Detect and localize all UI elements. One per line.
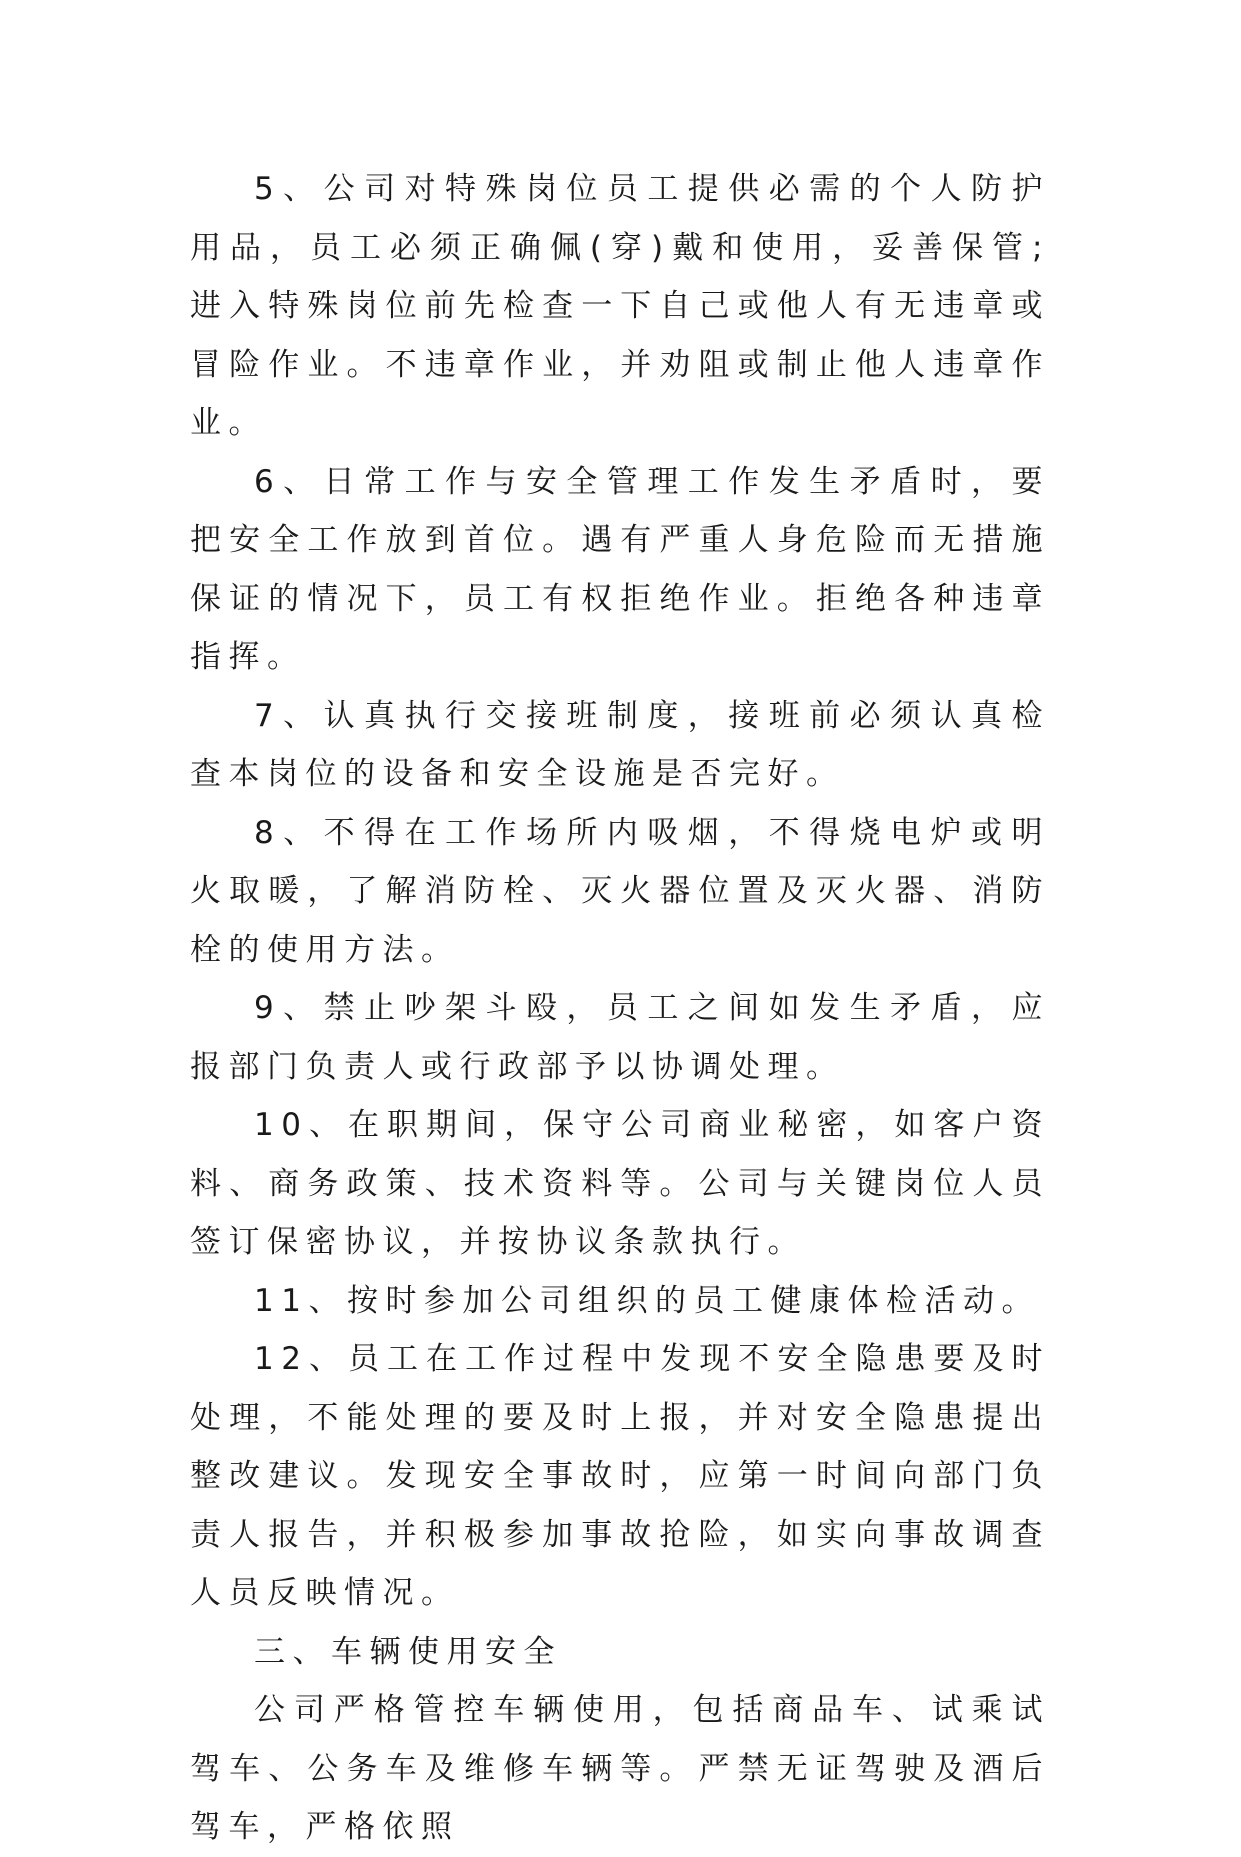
document-body (190, 160, 1050, 1857)
rule-item-7: 7、认真执行交接班制度，接班前必须认真检查本岗位的设备和安全设施是否完好。 (190, 697, 1050, 792)
section-paragraph: 公司严格管控车辆使用，包括商品车、试乘试驾车、公务车及维修车辆等。严禁无证驾驶及酒后驾车，严格依照 (190, 1692, 1050, 1845)
rule-item-8: 8、不得在工作场所内吸烟，不得烧电炉或明火取暖，了解消防栓、灭火器位置及灭火器、消防栓的使用方法。 (190, 814, 1050, 968)
rule-item-10: 10、在职期间，保守公司商业秘密，如客户资料、商务政策、技术资料等。公司与关键岗位人员签订保密协议，并按协议条款执行。 (190, 1107, 1050, 1260)
rule-item-9: 9、禁止吵架斗殴，员工之间如发生矛盾，应报部门负责人或行政部予以协调处理。 (190, 990, 1050, 1085)
section-heading: 三、车辆使用安全 (254, 1633, 562, 1670)
rule-item-11: 11、按时参加公司组织的员工健康体检活动。 (254, 1282, 1040, 1319)
rule-item-5: 5、公司对特殊岗位员工提供必需的个人防护用品，员工必须正确佩(穿)戴和使用，妥善保管;进入特殊岗位前先检查一下自己或他人有无违章或冒险作业。不违章作业，并劝阻或制止他人违章作业。 (190, 171, 1050, 441)
rule-item-12: 12、员工在工作过程中发现不安全隐患要及时处理，不能处理的要及时上报，并对安全隐患提出整改建议。发现安全事故时，应第一时间向部门负责人报告，并积极参加事故抢险，如实向事故调查人员反映情况。 (190, 1341, 1050, 1611)
rule-item-6: 6、日常工作与安全管理工作发生矛盾时，要把安全工作放到首位。遇有严重人身危险而无措施保证的情况下，员工有权拒绝作业。拒绝各种违章指挥。 (190, 463, 1050, 675)
